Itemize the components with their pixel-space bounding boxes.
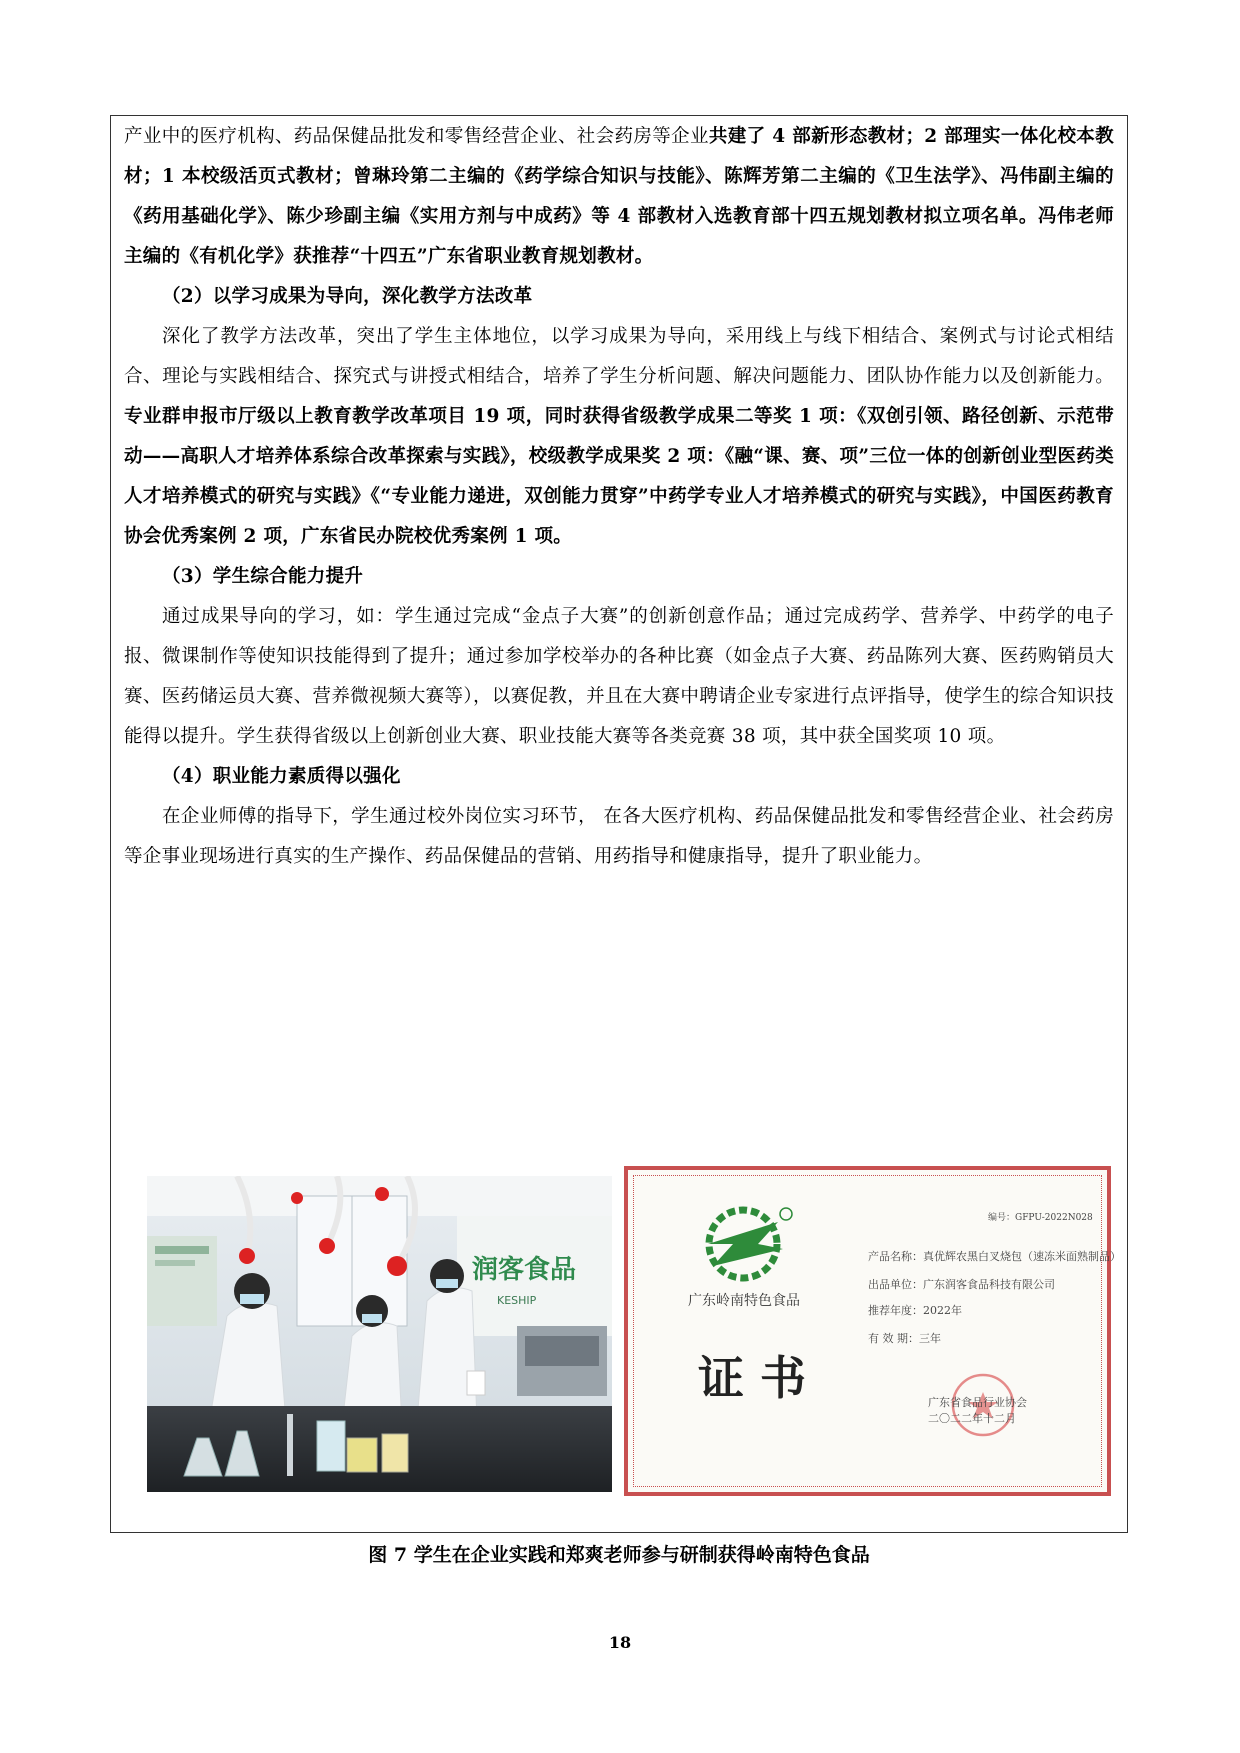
cert-product: 产品名称：真优辉农黑白叉烧包（速冻米面熟制品） [868, 1250, 1121, 1263]
paragraph-1-bold: 共建了 4 部新形态教材；2 部理实一体化校本教材；1 本校级活页式教材；曾琳玲第二主编的《药学综合知识与技能》、陈辉芳第二主编的《卫生法学》、冯伟副主编的《药用基础化学》、陈少珍副主编《实用方剂与中成药》等 4 部教材入选教育部十四五规划教材拟立项名单。冯伟老师主编的《有机化学》获推荐“十四五”广东省职业教育规划教材。 [124, 126, 1114, 267]
body-text [124, 117, 1114, 877]
paragraph-2-plain: 深化了教学方法改革，突出了学生主体地位，以学习成果为导向，采用线上与线下相结合、案例式与讨论式相结合、理论与实践相结合、探究式与讲授式相结合，培养了学生分析问题、解决问题能力、团队协作能力以及创新能力。 [124, 326, 1114, 387]
gear-logo-icon [688, 1204, 798, 1284]
heading-4: （4）职业能力素质得以强化 [162, 766, 401, 787]
cert-maker: 出品单位：广东润客食品科技有限公司 [868, 1278, 1055, 1291]
cert-title: 证 书 [698, 1351, 807, 1405]
page-number: 18 [608, 1633, 632, 1652]
paragraph-4: 在企业师傅的指导下，学生通过校外岗位实习环节， 在各大医疗机构、药品保健品批发和零售经营企业、社会药房等企事业现场进行真实的生产操作、药品保健品的营销、用药指导和健康指导，提升了职业能力。 [124, 806, 1114, 867]
lab-photo-illustration [147, 1176, 612, 1492]
paragraph-3: 通过成果导向的学习，如：学生通过完成“金点子大赛”的创新创意作品；通过完成药学、营养学、中药学的电子报、微课制作等使知识技能得到了提升；通过参加学校举办的各种比赛（如金点子大赛、药品陈列大赛、医药购销员大赛、医药储运员大赛、营养微视频大赛等），以赛促教，并且在大赛中聘请企业专家进行点评指导，使学生的综合知识技能得以提升。学生获得省级以上创新创业大赛、职业技能大赛等各类竞赛 38 项，其中获全国奖项 10 项。 [124, 606, 1114, 747]
paragraph-2-bold: 专业群申报市厅级以上教育教学改革项目 19 项，同时获得省级教学成果二等奖 1 项：《双创引领、路径创新、示范带动——高职人才培养体系综合改革探索与实践》，校级教学成果奖 2 项：《融“课、赛、项”三位一体的创新创业型医药类人才培养模式的研究与实践》《“专业能力递进，双创能力贯穿”中药学专业人才培养模式的研究与实践》，中国医药教育协会优秀案例 2 项，广东省民办院校优秀案例 1 项。 [124, 406, 1114, 547]
heading-2: （2）以学习成果为导向，深化教学方法改革 [162, 286, 533, 307]
certificate [624, 1166, 1121, 1496]
paragraph-2 [124, 317, 1114, 557]
heading-3: （3）学生综合能力提升 [162, 566, 364, 587]
cert-serial: 编号：GFPU-2022N028 [988, 1213, 1093, 1223]
cert-date: 二〇二二年十二月 [928, 1412, 1016, 1425]
cert-year: 推荐年度：2022年 [868, 1304, 962, 1317]
sign-sub: KESHIP [497, 1294, 537, 1307]
figure-caption: 图 7 学生在企业实践和郑爽老师参与研制获得岭南特色食品 [368, 1544, 870, 1566]
paragraph-1-plain: 产业中的医疗机构、药品保健品批发和零售经营企业、社会药房等企业 [124, 126, 709, 147]
lab-photo [147, 1176, 612, 1492]
cert-brand: 广东岭南特色食品 [688, 1293, 800, 1309]
cert-issuer: 广东省食品行业协会 [928, 1396, 1027, 1409]
cert-validity: 有 效 期：三年 [868, 1332, 941, 1345]
paragraph-1 [124, 117, 1114, 277]
sign-text: 润客食品 [472, 1255, 577, 1285]
